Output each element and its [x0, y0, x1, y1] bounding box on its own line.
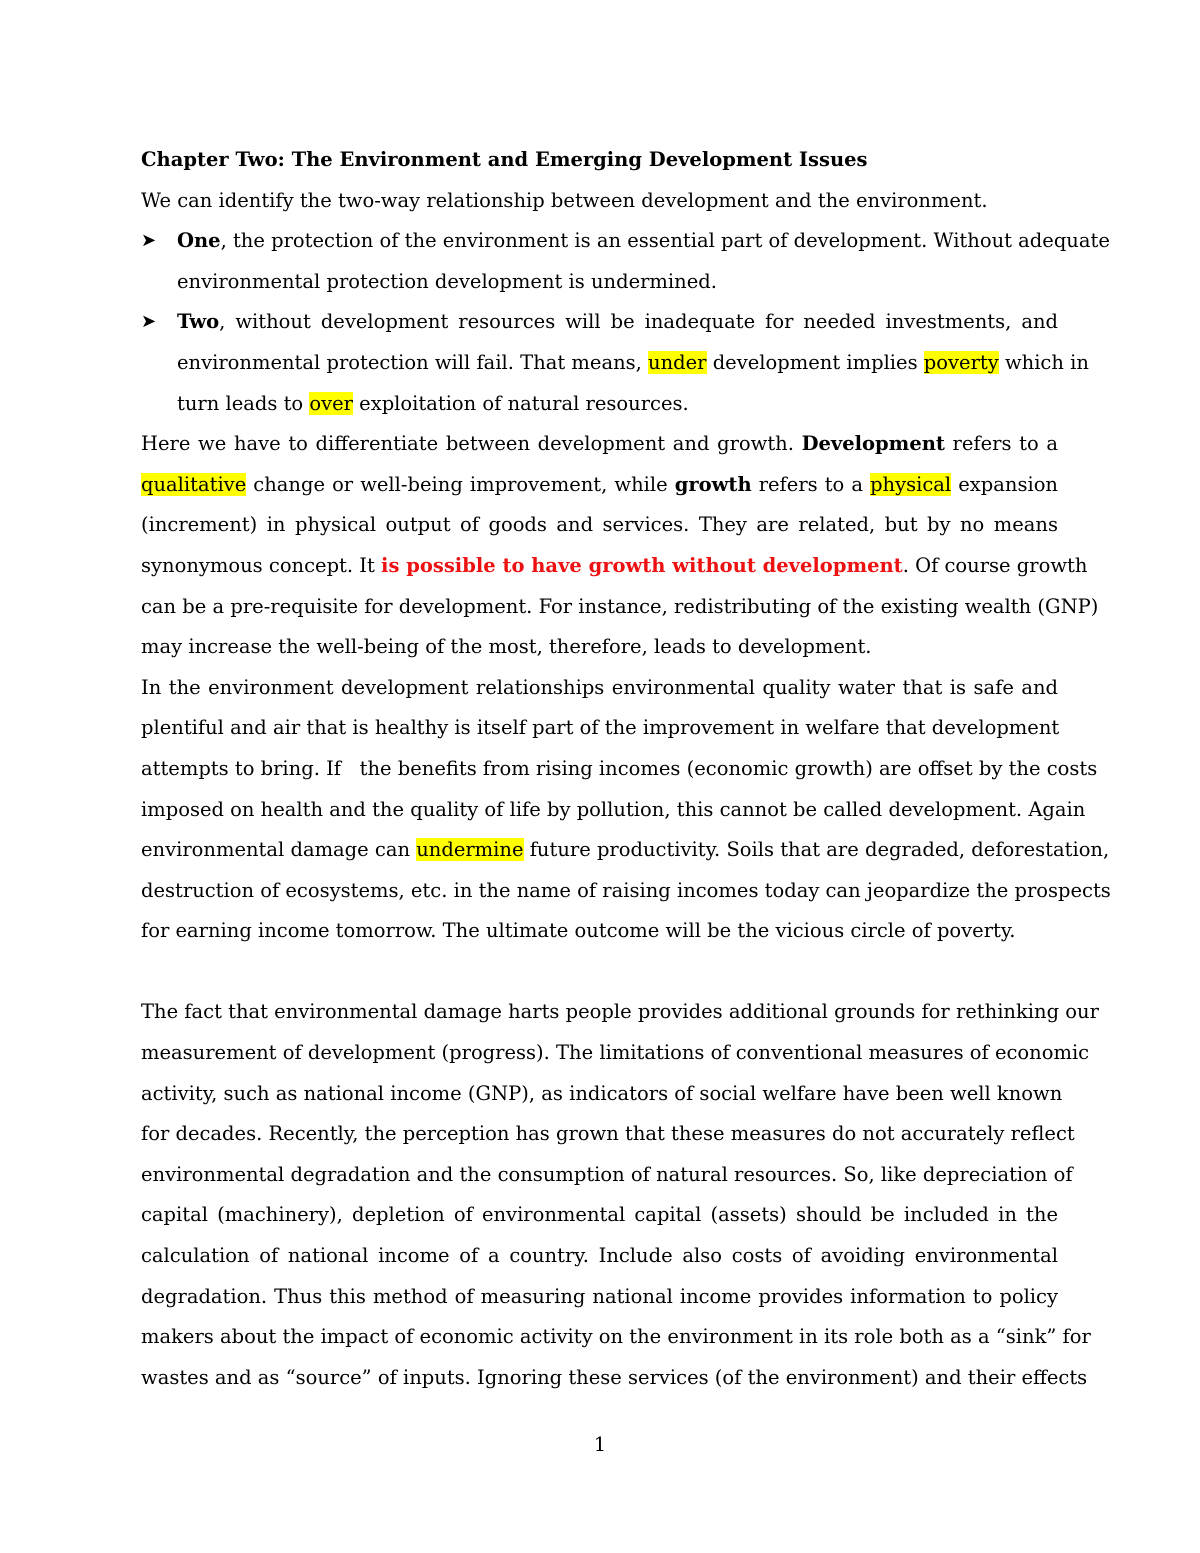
highlight-over: over — [309, 391, 353, 415]
paragraph-line: makers about the impact of economic activity on the environment in its role both as a “sink” for — [141, 1325, 1091, 1349]
paragraph-line: for earning income tomorrow. The ultimate outcome will be the vicious circle of poverty. — [141, 919, 1016, 943]
paragraph-line: degradation. Thus this method of measuring national income provides information to policy — [141, 1284, 1058, 1308]
intro-sentence: We can identify the two-way relationship between development and the environment. — [141, 188, 988, 212]
paragraph-line: measurement of development (progress). The limitations of conventional measures of economic — [141, 1041, 1090, 1065]
paragraph-line: imposed on health and the quality of life by pollution, this cannot be called development. Again — [141, 797, 1086, 821]
paragraph-line: activity, such as national income (GNP), as indicators of social welfare have been well known — [141, 1081, 1063, 1105]
paragraph-line: (increment) in physical output of goods and services. They are related, but by no means — [141, 513, 1058, 537]
highlight-poverty: poverty — [923, 350, 999, 374]
page-number: 1 — [593, 1433, 607, 1456]
paragraph-spacer — [141, 952, 1058, 993]
arrow-bullet-icon: ➤ — [141, 230, 157, 252]
bullet-two-continuation: turn leads to over exploitation of natural resources. — [177, 391, 689, 415]
paragraph-line: qualitative change or well-being improvement, while growth refers to a physical expansion — [141, 472, 1058, 496]
paragraph-line: capital (machinery), depletion of environmental capital (assets) should be included in the — [141, 1203, 1058, 1227]
paragraph-line: environmental damage can undermine future productivity. Soils that are degraded, deforestation, — [141, 838, 1110, 862]
bullet-two: ➤ Two, without development resources will be inadequate for needed investments, and — [141, 302, 1058, 343]
paragraph-line: In the environment development relationships environmental quality water that is safe and — [141, 675, 1058, 699]
paragraph-line: environmental degradation and the consumption of natural resources. So, like depreciation of — [141, 1162, 1073, 1186]
paragraph-line: for decades. Recently, the perception has grown that these measures do not accurately reflect — [141, 1122, 1075, 1146]
paragraph-line: may increase the well-being of the most, therefore, leads to development. — [141, 635, 872, 659]
emphasis-red-statement: is possible to have growth without development — [381, 553, 903, 577]
paragraph-line: The fact that environmental damage harts people provides additional grounds for rethinking our — [141, 1000, 1099, 1024]
arrow-bullet-icon: ➤ — [141, 311, 157, 333]
bullet-one: ➤ One, the protection of the environment is an essential part of development. Without adequate — [141, 221, 1058, 262]
chapter-title: Chapter Two: The Environment and Emerging Development Issues — [141, 148, 868, 171]
bullet-one-continuation: environmental protection development is undermined. — [177, 269, 717, 293]
paragraph-line: attempts to bring. If the benefits from rising incomes (economic growth) are offset by the costs — [141, 756, 1098, 780]
highlight-qualitative: qualitative — [141, 472, 247, 496]
highlight-physical: physical — [870, 472, 952, 496]
term-development: Development — [801, 432, 945, 456]
bullet-two-label: Two — [177, 310, 220, 334]
paragraph-line: destruction of ecosystems, etc. in the name of raising incomes today can jeopardize the prospects — [141, 878, 1111, 902]
term-growth: growth — [674, 472, 752, 496]
highlight-under: under — [648, 350, 707, 374]
paragraph-line: wastes and as “source” of inputs. Ignoring these services (of the environment) and their effects — [141, 1365, 1088, 1389]
paragraph-line: calculation of national income of a country. Include also costs of avoiding environmental — [141, 1244, 1058, 1268]
highlight-undermine: undermine — [416, 838, 524, 862]
bullet-one-label: One — [177, 229, 221, 253]
paragraph-line: can be a pre-requisite for development. For instance, redistributing of the existing wealth (GNP) — [141, 594, 1099, 618]
paragraph-line: plentiful and air that is healthy is itself part of the improvement in welfare that development — [141, 716, 1060, 740]
paragraph-line: Here we have to differentiate between development and growth. Development refers to a — [141, 432, 1059, 456]
page-body — [141, 140, 1111, 1398]
paragraph-line: synonymous concept. It is possible to have growth without development. Of course growth — [141, 553, 1088, 577]
bullet-two-continuation: environmental protection will fail. That means, under development implies poverty which in — [177, 350, 1089, 374]
